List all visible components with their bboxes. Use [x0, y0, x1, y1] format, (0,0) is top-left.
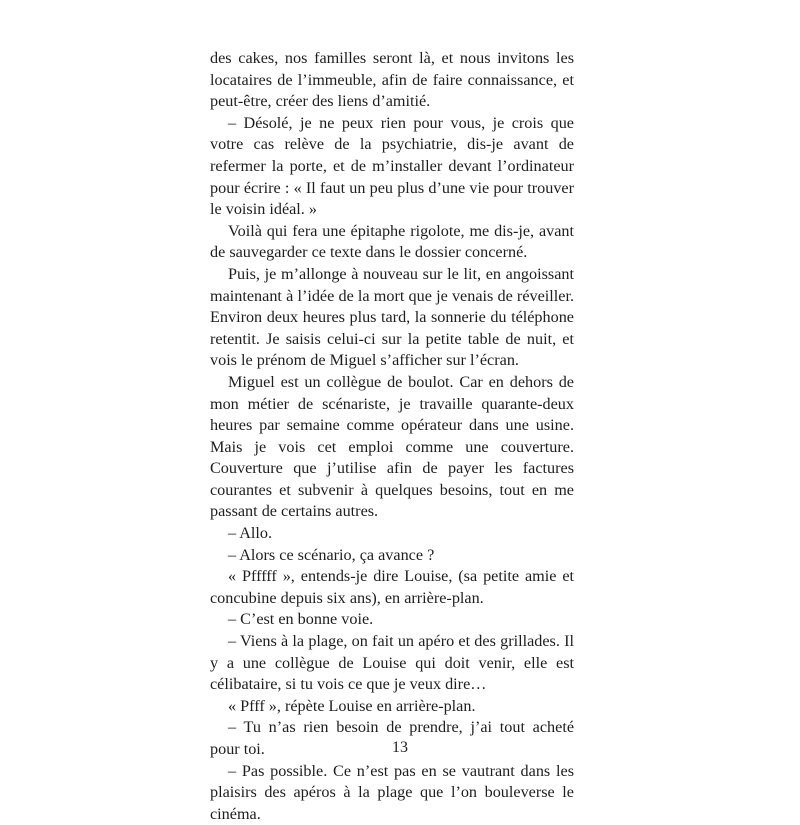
dialogue-line: – Tu n’as rien besoin de prendre, j’ai tout acheté pour toi. [210, 718, 574, 758]
dialogue-line: – C’est en bonne voie. [228, 610, 374, 629]
dialogue-line: – Alors ce scénario, ça avance ? [228, 545, 435, 564]
page-number: 13 [392, 739, 408, 756]
paragraph: Puis, je m’allonge à nouveau sur le lit, en angoissant maintenant à l’idée de la mort que je venais de réveiller. Environ deux heures plus tard, la sonnerie du téléphone retentit. Je saisis celui-ci sur la petite table de nuit, et vois le prénom de Miguel s’afficher sur l’écran. [210, 264, 574, 370]
paragraph: « Pfffff », entends-je dire Louise, (sa petite amie et concubine depuis six ans), en arrière-plan. [210, 567, 574, 607]
dialogue-line: – Viens à la plage, on fait un apéro et des grillades. Il y a une collègue de Louise qui doit venir, elle est célibataire, si tu vois ce que je veux dire… [210, 632, 574, 694]
paragraph: Voilà qui fera une épitaphe rigolote, me dis-je, avant de sauvegarder ce texte dans le dossier concerné. [210, 221, 574, 262]
dialogue-line: – Pas possible. Ce n’est pas en se vautrant dans les plaisirs des apéros à la plage que l’on bouleverse le cinéma. [210, 761, 574, 823]
paragraph: des cakes, nos familles seront là, et nous invitons les locataires de l’immeuble, afin de faire connaissance, et peut-être, créer des liens d’amitié. [210, 49, 574, 111]
paragraph: « Pfff », répète Louise en arrière-plan. [228, 696, 476, 715]
paragraph: Miguel est un collègue de boulot. Car en dehors de mon métier de scénariste, je travaille quarante-deux heures par semaine comme opérateur dans une usine. Mais je vois cet emploi comme une couverture. Couverture que j’utilise afin de payer les factures courantes et subvenir à quelques besoins, tout en me passant de certains autres. [210, 372, 574, 521]
dialogue-line: – Allo. [228, 524, 273, 543]
paragraph: – Désolé, je ne peux rien pour vous, je crois que votre cas relève de la psychiatrie, dis-je avant de refermer la porte, et de m’installer devant l’ordinateur pour écrire : « Il faut un peu plus d’une vie pour trouver le voisin idéal. » [210, 113, 574, 219]
body-text [210, 48, 574, 825]
